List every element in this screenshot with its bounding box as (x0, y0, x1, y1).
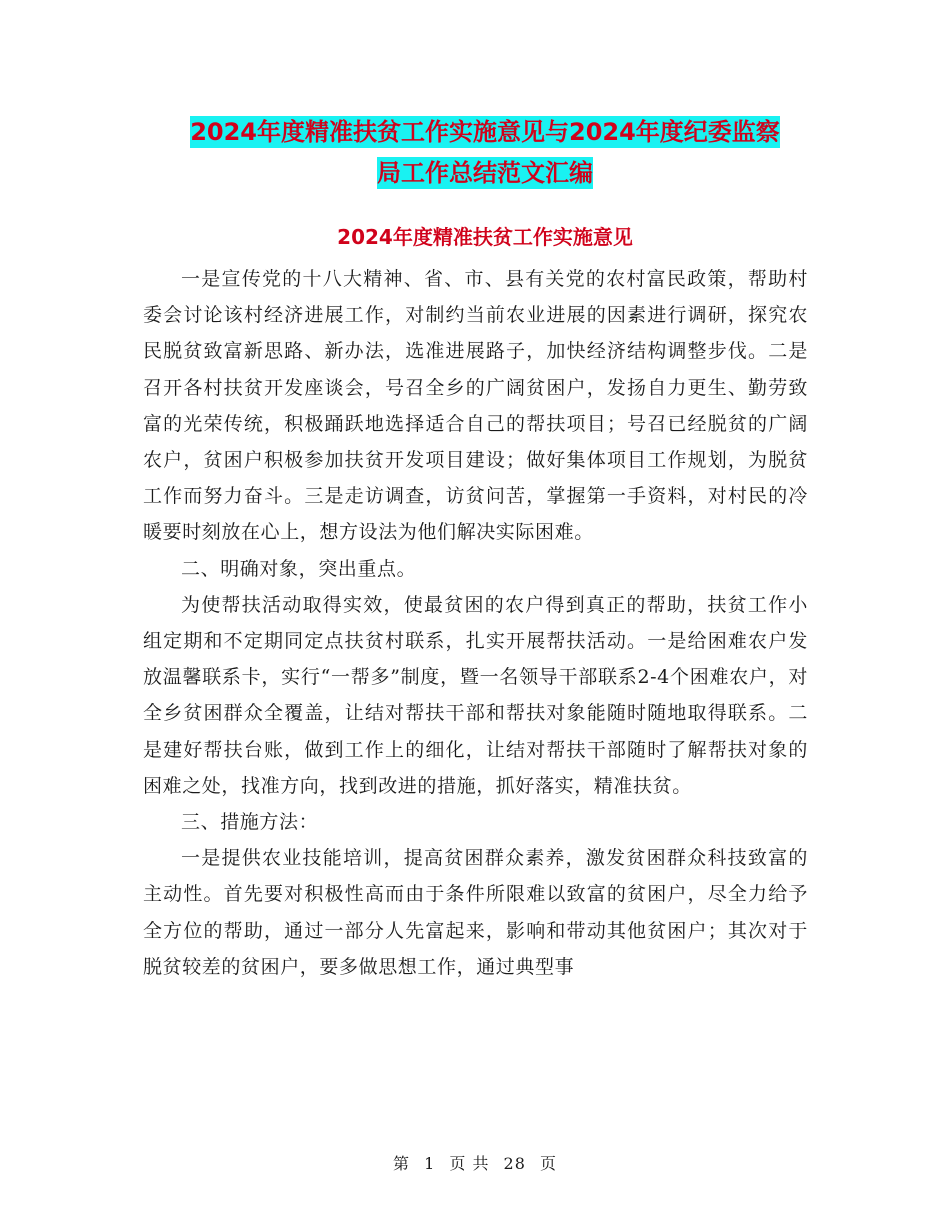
paragraph: 三、措施方法： (181, 811, 319, 834)
page-prefix: 第 (392, 1154, 410, 1173)
page-number: 1 (424, 1154, 436, 1173)
page-mid: 页 共 (449, 1154, 490, 1173)
page-suffix: 页 (540, 1154, 558, 1173)
paragraph: 二、明确对象，突出重点。 (181, 557, 417, 580)
page-total: 28 (503, 1154, 526, 1173)
document-title-line-1: 2024年度精准扶贫工作实施意见与2024年度纪委监察 (190, 118, 780, 146)
document-body (143, 261, 808, 985)
section-heading: 2024年度精准扶贫工作实施意见 (337, 225, 633, 249)
document-title (140, 112, 830, 194)
page-footer (0, 1152, 950, 1176)
paragraph: 一是提供农业技能培训，提高贫困群众素养，激发贫困群众科技致富的主动性。首先要对积极性高而由于条件所限难以致富的贫困户，尽全力给予全方位的帮助，通过一部分人先富起来，影响和带动其他贫困户；其次对于脱贫较差的贫困户，要多做思想工作，通过典型事 (143, 847, 808, 978)
paragraph: 一是宣传党的十八大精神、省、市、县有关党的农村富民政策，帮助村委会讨论该村经济进展工作，对制约当前农业进展的因素进行调研，探究农民脱贫致富新思路、新办法，选准进展路子，加快经济结构调整步伐。二是召开各村扶贫开发座谈会，号召全乡的广阔贫困户，发扬自力更生、勤劳致富的光荣传统，积极踊跃地选择适合自己的帮扶项目；号召已经脱贫的广阔农户，贫困户积极参加扶贫开发项目建设；做好集体项目工作规划，为脱贫工作而努力奋斗。三是走访调查，访贫问苦，掌握第一手资料，对村民的冷暖要时刻放在心上，想方设法为他们解决实际困难。 (143, 268, 808, 544)
document-title-line-2: 局工作总结范文汇编 (377, 159, 593, 187)
paragraph: 为使帮扶活动取得实效，使最贫困的农户得到真正的帮助，扶贫工作小组定期和不定期同定点扶贫村联系，扎实开展帮扶活动。一是给困难农户发放温馨联系卡，实行“一帮多”制度，暨一名领导干部联系2-4个困难农户，对全乡贫困群众全覆盖，让结对帮扶干部和帮扶对象能随时随地取得联系。二是建好帮扶台账，做到工作上的细化，让结对帮扶干部随时了解帮扶对象的困难之处，找准方向，找到改进的措施，抓好落实，精准扶贫。 (143, 593, 808, 797)
